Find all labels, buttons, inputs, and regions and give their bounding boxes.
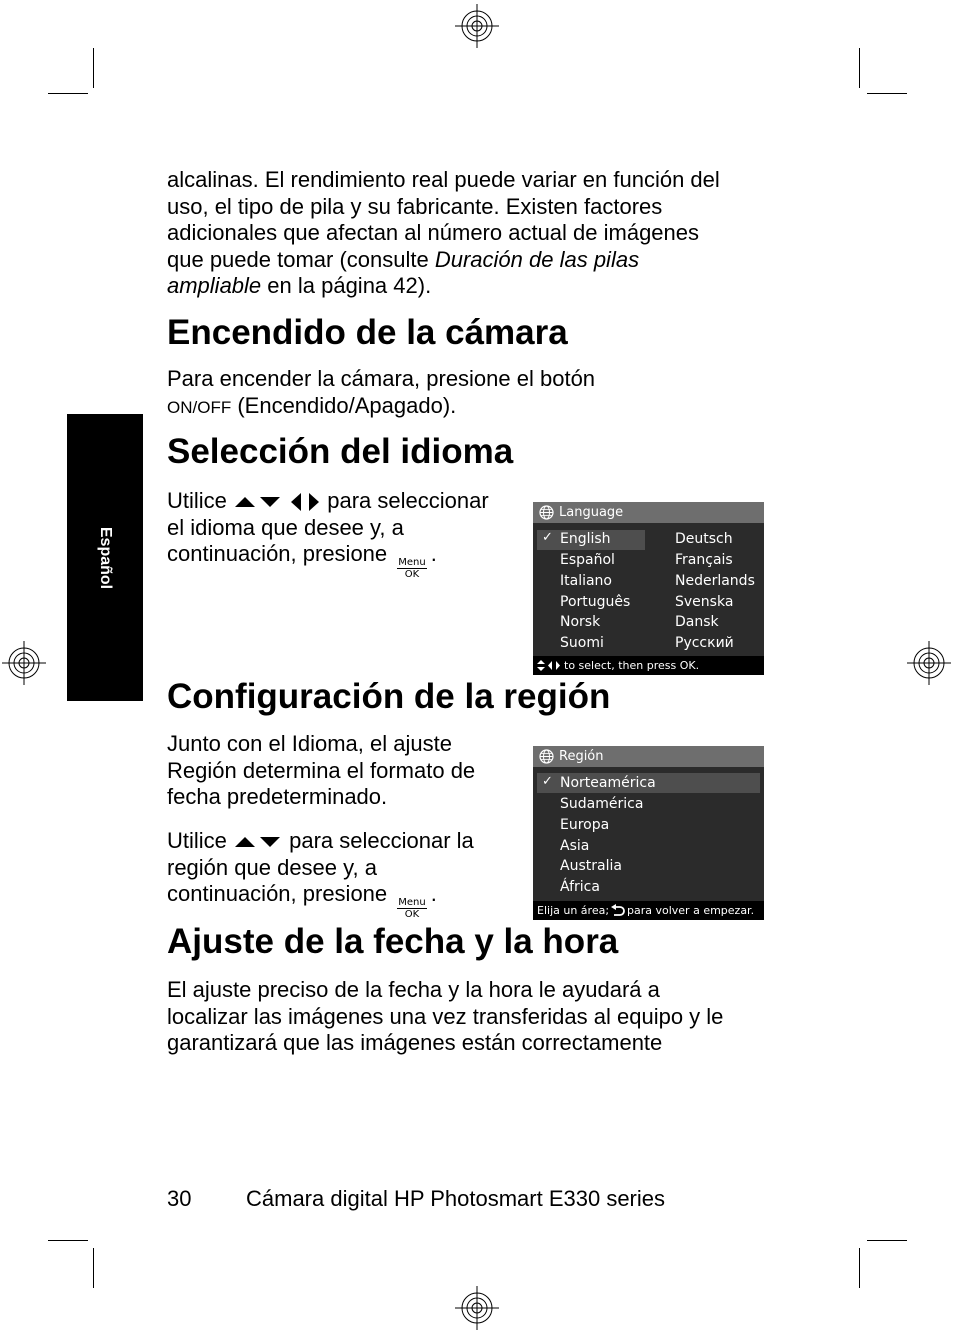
globe-icon [539,505,554,520]
language-option[interactable]: Русский [675,635,734,651]
battery-life-reference: Duración de las pilas [434,246,640,272]
language-option[interactable]: English [560,531,611,547]
region-option[interactable]: Norteamérica [560,775,656,791]
registration-mark-icon [2,641,46,685]
language-option[interactable]: Suomi [560,635,604,651]
language-option[interactable]: Dansk [675,614,719,630]
section-title-date-time: Ajuste de la fecha y la hora [167,922,619,961]
up-down-arrows-icon [233,495,283,509]
region-screen-hint-a: Elija un área; [537,904,610,917]
crop-mark [867,1240,907,1241]
intro-line: ampliable en la página 42). [167,273,432,298]
crop-mark [93,1248,94,1288]
menu-ok-button-icon: Menu OK [398,897,426,920]
back-arrow-icon [611,904,625,917]
checkmark-icon: ✓ [542,530,553,545]
battery-life-reference: ampliable [167,273,262,298]
page-number: 30 [167,1186,192,1211]
date-time-paragraph: El ajuste preciso de la fecha y la hora le ayudará a localizar las imágenes una vez transferidas al equipo y le garantizará que las imágenes están correctamente [167,977,724,1055]
section-title-region: Configuración de la región [167,677,611,716]
registration-mark-icon [455,1286,499,1330]
power-on-paragraph: Para encender la cámara, presione el botón ON/OFF (Encendido/Apagado). [167,366,596,418]
crop-mark [859,1248,860,1288]
side-tab-label: Español [97,526,114,589]
language-option[interactable]: Svenska [675,594,734,610]
region-screen-footer [533,901,764,920]
intro-line: que puede tomar (consulte Duración de las pilas [167,246,640,272]
language-screen-title: Language [559,505,624,520]
intro-paragraph [167,167,777,300]
language-option[interactable]: Nederlands [675,573,755,589]
up-down-arrows-icon [233,835,283,849]
globe-icon [539,749,554,764]
language-screen-titlebar [533,502,764,523]
language-screen-hint: to select, then press OK. [564,659,700,672]
region-option[interactable]: Australia [560,858,622,874]
section-title-power-on: Encendido de la cámara [167,313,568,352]
language-option[interactable]: Português [560,594,631,610]
region-paragraph-1: Junto con el Idioma, el ajuste Región determina el formato de fecha predeterminado. [167,731,476,809]
crop-mark [859,48,860,88]
region-screen-hint-b: para volver a empezar. [627,904,755,917]
intro-line: uso, el tipo de pila y su fabricante. Existen factores [167,193,663,219]
up-down-arrows-icon [537,660,545,671]
region-option[interactable]: África [560,879,600,895]
on-off-button-label: ON/OFF [167,397,232,417]
crop-mark [867,93,907,94]
checkmark-icon: ✓ [542,774,553,789]
language-option[interactable]: Italiano [560,573,612,589]
language-side-tab [67,414,143,701]
region-paragraph-2: Utilice para seleccionar la región que desee y, a continuación, presione Menu OK . [167,828,474,920]
region-option[interactable]: Europa [560,817,610,833]
region-option[interactable]: Sudamérica [560,796,644,812]
document-title-footer: Cámara digital HP Photosmart E330 series [246,1186,666,1211]
language-screen-footer [533,656,764,675]
language-option[interactable]: Norsk [560,614,601,630]
left-right-arrows-icon [548,661,560,670]
crop-mark [48,93,88,94]
registration-mark-icon [455,4,499,48]
region-screen [533,746,764,920]
region-screen-title: Región [559,749,604,764]
menu-ok-button-icon: Menu OK [398,557,426,580]
language-option[interactable]: Español [560,552,615,568]
crop-mark [93,48,94,88]
crop-mark [48,1240,88,1241]
intro-line: adicionales que afectan al número actual de imágenes [167,220,700,245]
language-paragraph: Utilice para seleccionar el idioma que desee y, a continuación, presione Menu OK . [167,488,489,580]
intro-line: alcalinas. El rendimiento real puede variar en función del [167,167,720,192]
region-option[interactable]: Asia [560,838,590,854]
registration-mark-icon [907,641,951,685]
left-right-arrows-icon [289,492,321,512]
region-screen-titlebar [533,746,764,767]
section-title-language: Selección del idioma [167,432,514,471]
language-screen [533,502,764,675]
language-option[interactable]: Deutsch [675,531,733,547]
language-option[interactable]: Français [675,552,733,568]
